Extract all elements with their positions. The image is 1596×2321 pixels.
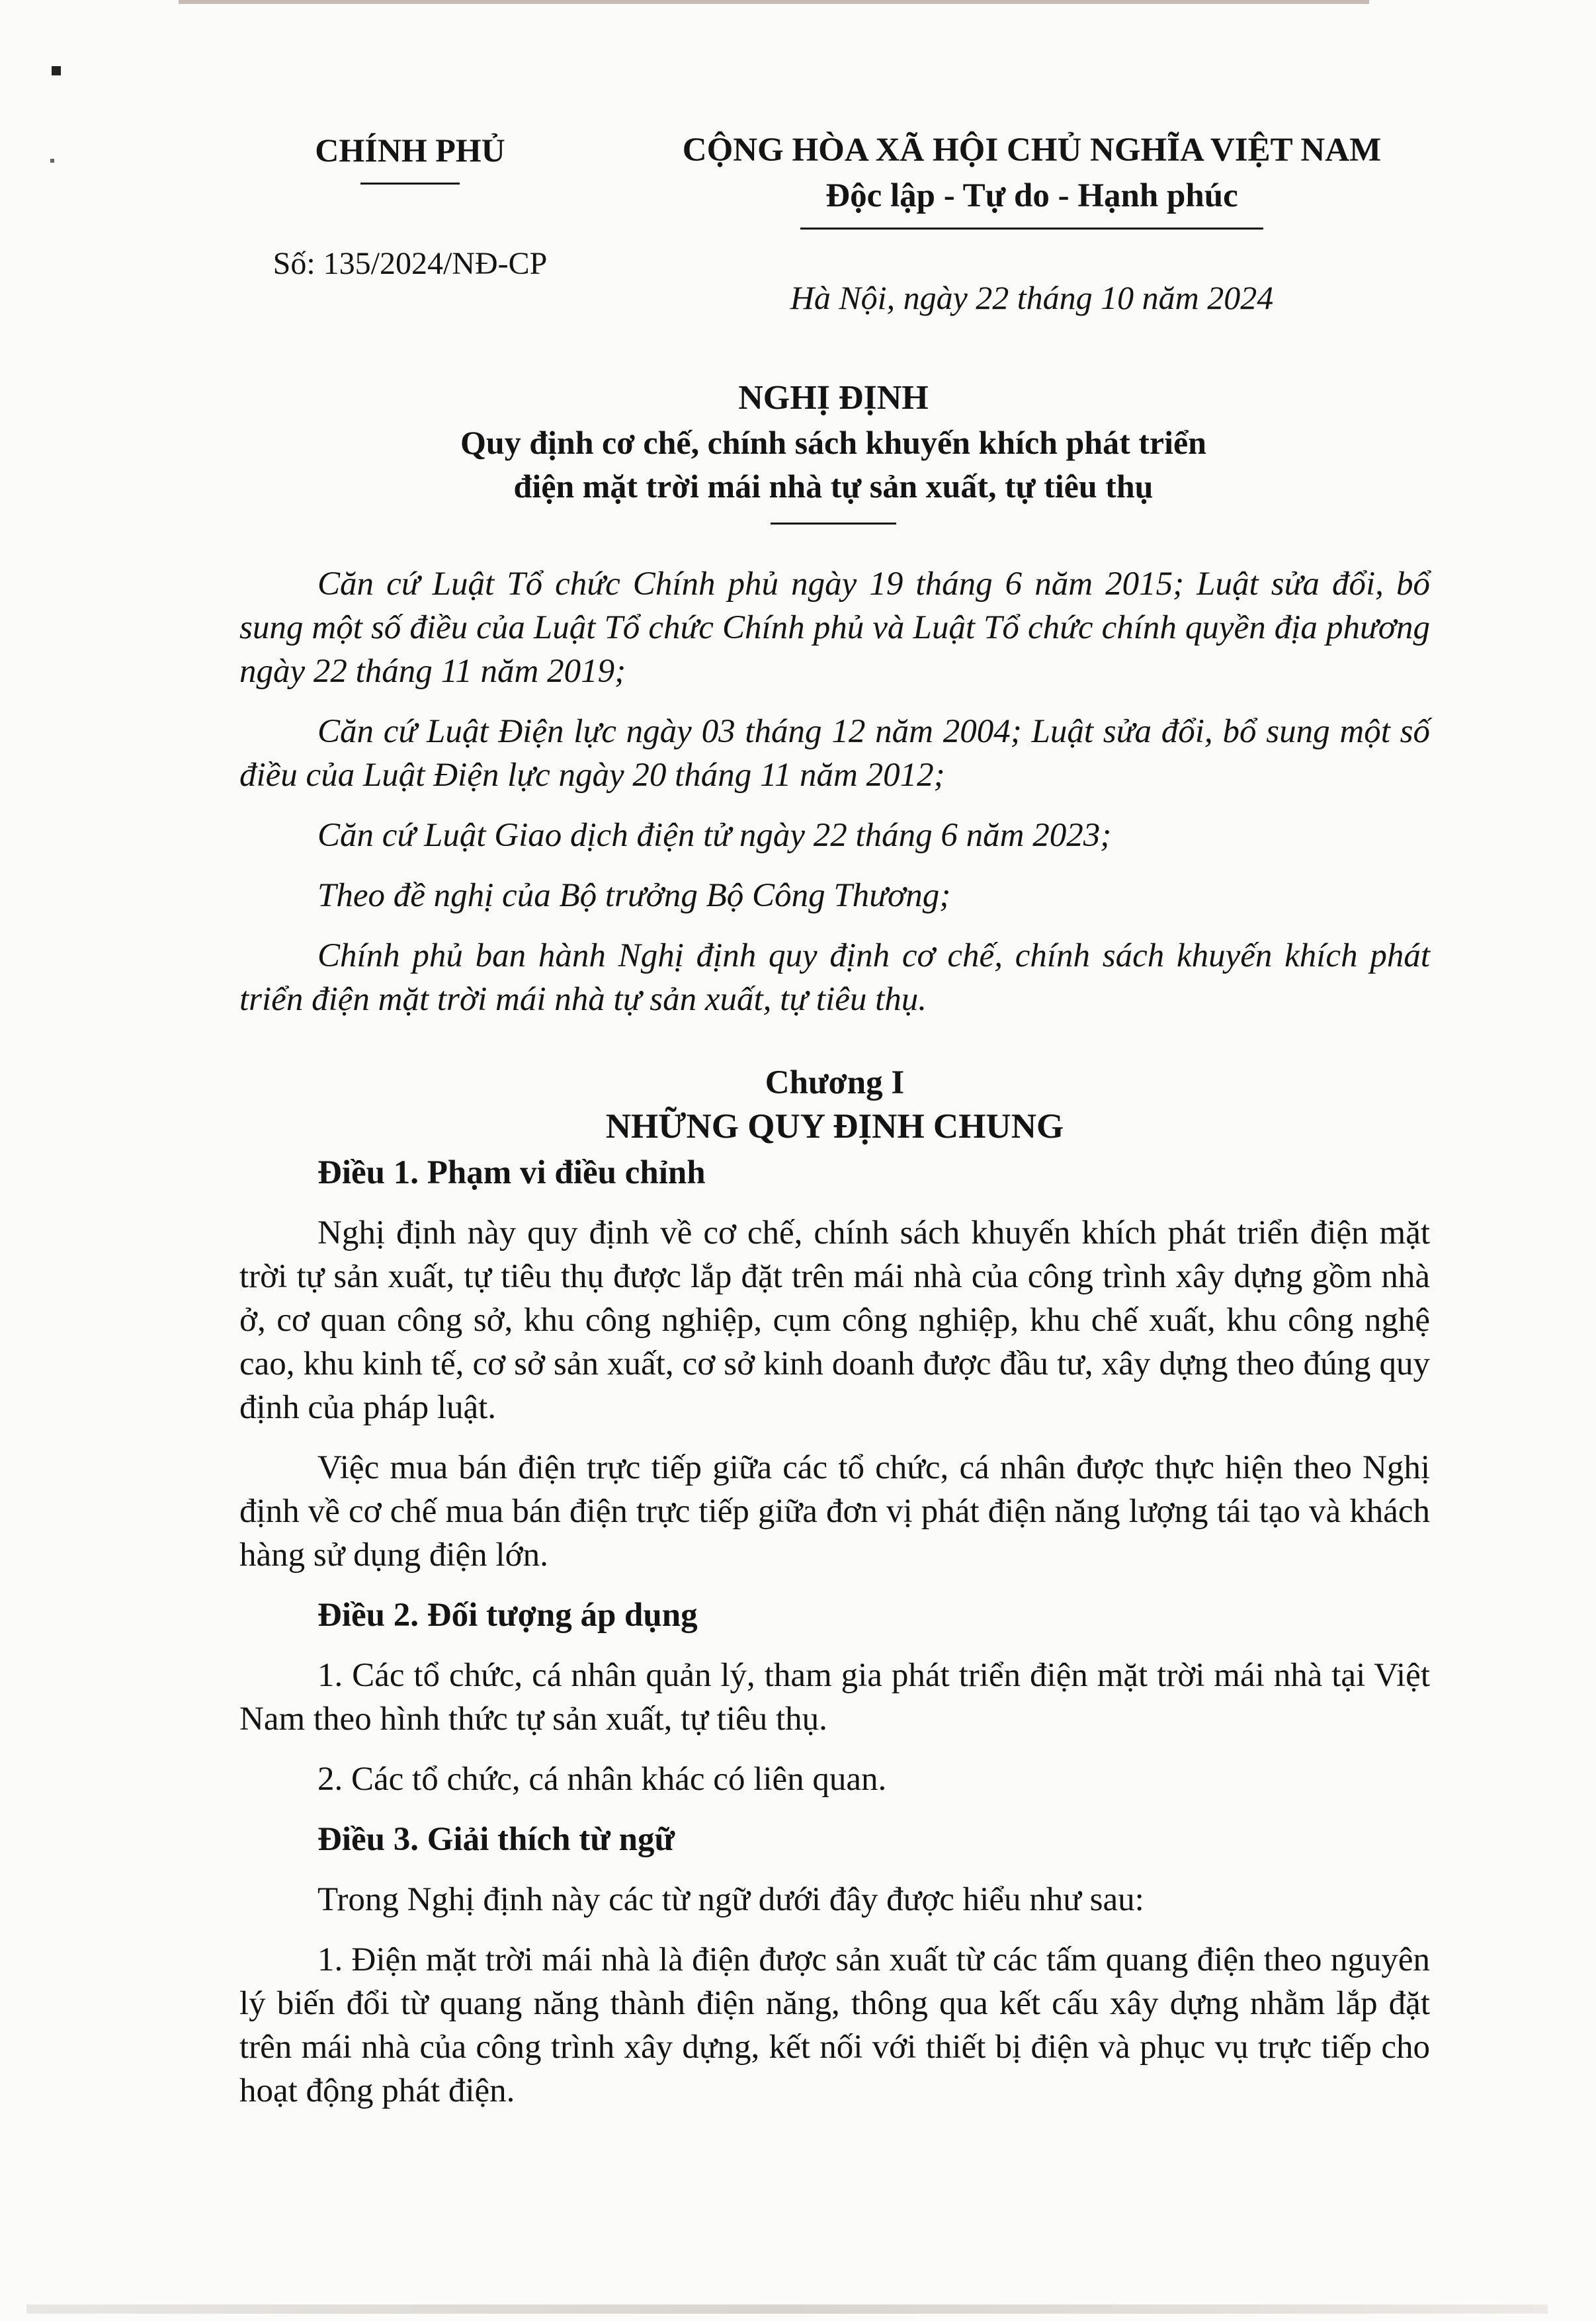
document-subject-line-1: Quy định cơ chế, chính sách khuyến khích phát triển	[460, 424, 1206, 461]
scan-edge-bottom	[26, 2304, 1548, 2314]
preamble-paragraph: Căn cứ Luật Giao dịch điện tử ngày 22 tháng 6 năm 2023;	[317, 817, 1112, 854]
issuing-agency: CHÍNH PHỦ	[315, 132, 505, 169]
article-1-paragraph: Việc mua bán điện trực tiếp giữa các tổ chức, cá nhân được thực hiện theo Nghị định về cơ chế mua bán điện trực tiếp giữa đơn vị phát điện năng lượng tái tạo và khách hàng sử dụng điện lớn.	[239, 1449, 1430, 1574]
article-2-paragraph: 1. Các tổ chức, cá nhân quản lý, tham gia phát triển điện mặt trời mái nhà tại Việt Nam theo hình thức tự sản xuất, tự tiêu thụ.	[239, 1657, 1430, 1738]
agency-underline	[360, 183, 460, 185]
article-3-paragraph: 1. Điện mặt trời mái nhà là điện được sản xuất từ các tấm quang điện theo nguyên lý biến đổi từ quang năng thành điện năng, thông qua kết cấu xây dựng nhằm lắp đặt trên mái nhà của công trình xây dựng, kết nối với thiết bị điện và phục vụ trực tiếp cho hoạt động phát điện.	[239, 1941, 1430, 2109]
motto-underline	[800, 228, 1263, 230]
article-1-paragraph: Nghị định này quy định về cơ chế, chính sách khuyến khích phát triển điện mặt trời tự sản xuất, tự tiêu thụ được lắp đặt trên mái nhà của công trình xây dựng gồm nhà ở, cơ quan công sở, khu công nghiệp, cụm công nghiệp, khu chế xuất, khu công nghệ cao, khu kinh tế, cơ sở sản xuất, cơ sở kinh doanh được đầu tư, xây dựng theo đúng quy định của pháp luật.	[239, 1214, 1430, 1426]
chapter-heading	[239, 1061, 1430, 1148]
document-number: Số: 135/2024/NĐ-CP	[273, 246, 548, 281]
title-underline	[771, 523, 896, 525]
chapter-number: Chương I	[765, 1064, 905, 1101]
document-title-block	[238, 376, 1429, 525]
document-type: NGHỊ ĐỊNH	[738, 379, 929, 417]
document-subject-line-2: điện mặt trời mái nhà tự sản xuất, tự tiêu thụ	[513, 468, 1154, 505]
article-3-paragraph: Trong Nghị định này các từ ngữ dưới đây được hiểu như sau:	[317, 1881, 1144, 1918]
scan-speck	[52, 66, 61, 75]
preamble-paragraph: Căn cứ Luật Tổ chức Chính phủ ngày 19 tháng 6 năm 2015; Luật sửa đổi, bổ sung một số điều của Luật Tổ chức Chính phủ và Luật Tổ chức chính quyền địa phương ngày 22 tháng 11 năm 2019;	[239, 566, 1430, 690]
scan-edge-top	[179, 0, 1369, 4]
preamble-paragraph: Theo đề nghị của Bộ trưởng Bộ Công Thương;	[317, 877, 951, 914]
national-motto: Độc lập - Tự do - Hạnh phúc	[825, 177, 1238, 214]
preamble-paragraph: Căn cứ Luật Điện lực ngày 03 tháng 12 năm 2004; Luật sửa đổi, bổ sung một số điều của Luật Điện lực ngày 20 tháng 11 năm 2012;	[239, 713, 1430, 794]
preamble	[239, 562, 1430, 1021]
article-1-title: Điều 1. Phạm vi điều chỉnh	[317, 1154, 706, 1191]
preamble-paragraph: Chính phủ ban hành Nghị định quy định cơ chế, chính sách khuyến khích phát triển điện mặt trời mái nhà tự sản xuất, tự tiêu thụ.	[239, 937, 1430, 1018]
article-2-paragraph: 2. Các tổ chức, cá nhân khác có liên quan.	[317, 1761, 887, 1798]
article-3-title: Điều 3. Giải thích từ ngữ	[317, 1821, 675, 1858]
national-title-block	[635, 127, 1429, 317]
issuing-agency-block	[238, 127, 582, 282]
chapter-name: NHỮNG QUY ĐỊNH CHUNG	[605, 1107, 1064, 1146]
scan-speck	[50, 159, 54, 163]
place-and-date: Hà Nội, ngày 22 tháng 10 năm 2024	[790, 279, 1274, 316]
document-body	[239, 562, 1430, 2129]
national-title: CỘNG HÒA XÃ HỘI CHỦ NGHĨA VIỆT NAM	[682, 132, 1382, 169]
article-2-title: Điều 2. Đối tượng áp dụng	[317, 1597, 698, 1634]
